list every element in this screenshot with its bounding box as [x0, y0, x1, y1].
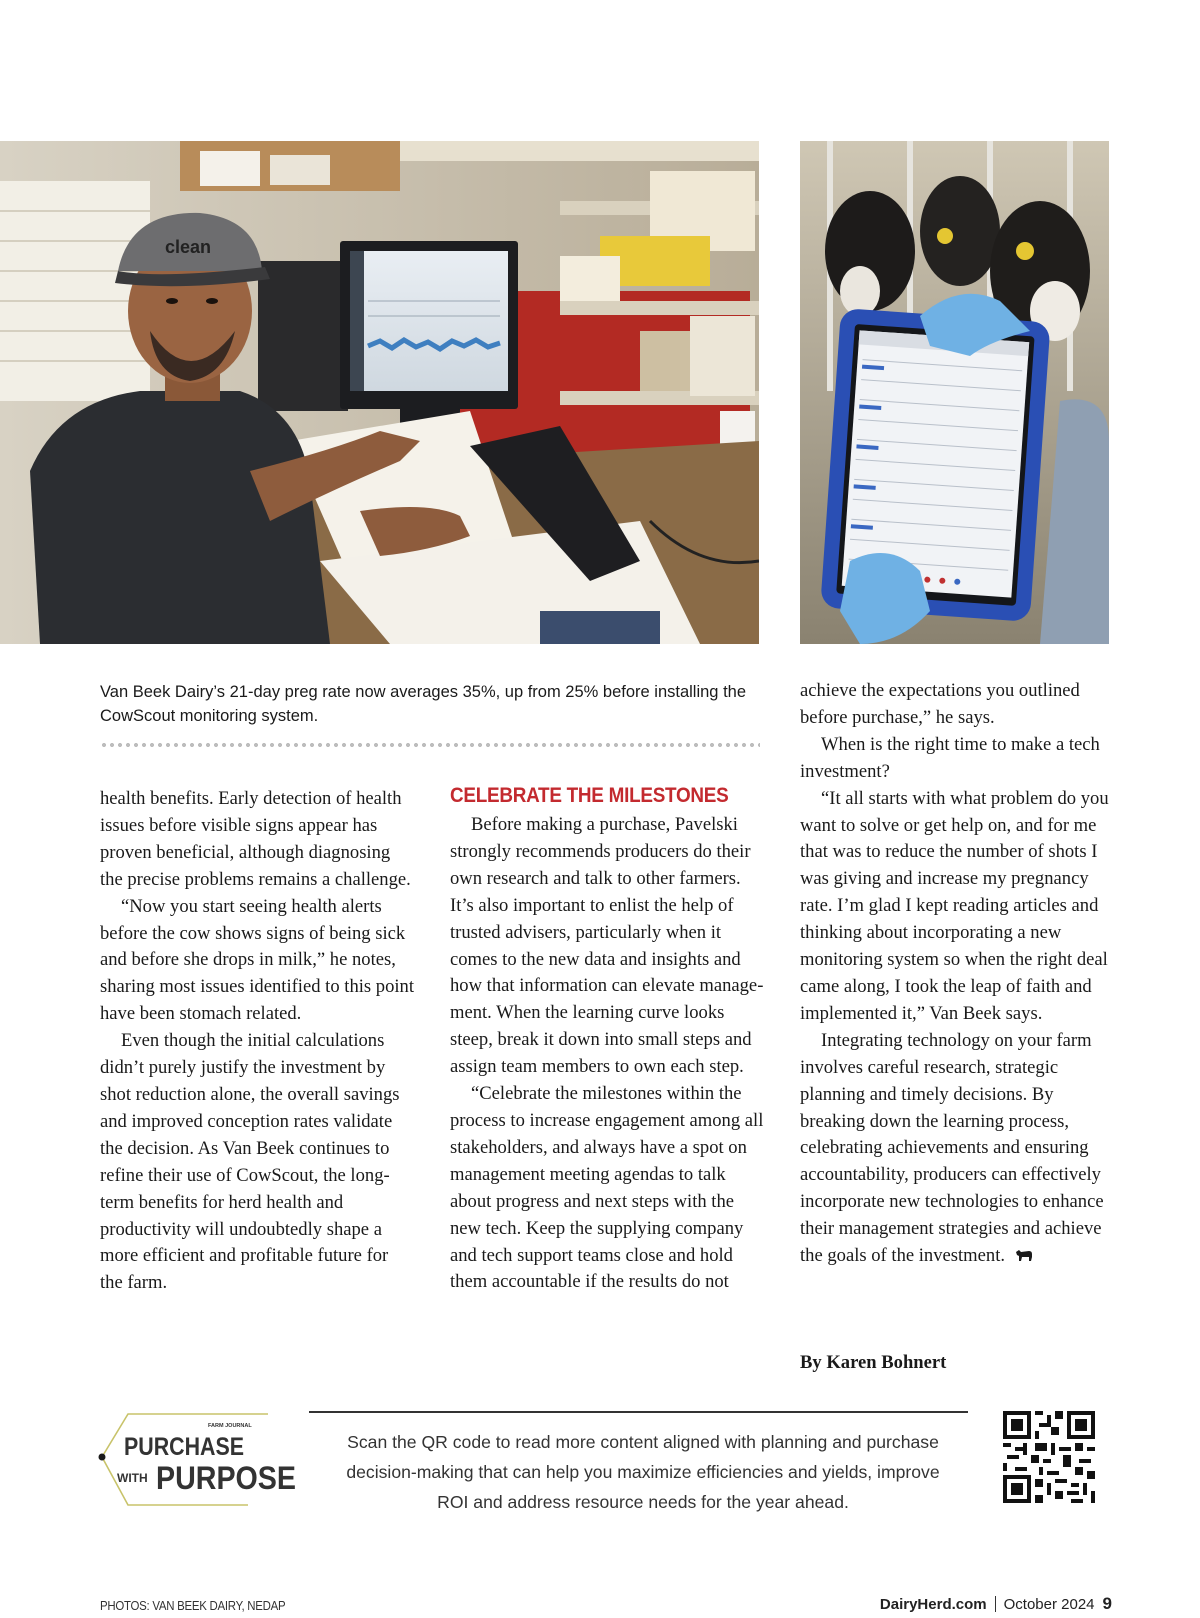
article-column-3 [800, 678, 1115, 1270]
section-heading: CELEBRATE THE MILESTONES [450, 784, 729, 807]
promo-divider [309, 1411, 968, 1413]
paragraph: Before making a purchase, Pavelski strongly recommends producers do their own research and talk to other farmers. It’s also important to enlist the help of trusted advisers, particularly when it comes to the new data and insights and how that information can elevate management. When the learning curve looks steep, break it down into small steps and assign team members to own each step. [450, 814, 764, 1078]
paragraph: “Celebrate the milestones within the process to increase engagement among all stakeholders, and always have a spot on management meeting agendas to talk about progress and next steps with the new tech. Keep the supplying company and tech support teams close and hold them accountable if the results do not [450, 1083, 764, 1293]
cow-end-mark-icon [1015, 1248, 1033, 1262]
logo-purpose-text: PURPOSE [156, 1460, 296, 1496]
logo-purchase-text: PURCHASE [124, 1433, 244, 1461]
issue-date: October 2024 [1003, 1596, 1095, 1613]
logo-farm-journal-text: FARM JOURNAL [208, 1423, 252, 1429]
paragraph: “It all starts with what problem do you want to solve or get help on, and for me that was to reduce the number of shots I was giving and increase my pregnancy rate. I’m glad I kept reading articles and thinking about incorporating a new monitoring system so when the right deal came along, I took the leap of faith and implemented it,” Van Beek says. [800, 787, 1109, 1024]
cap-logo-text: clean [165, 237, 212, 257]
footer-separator [995, 1596, 996, 1612]
photo-tablet-in-barn [800, 141, 1109, 644]
photo-credit: PHOTOS: VAN BEEK DAIRY, NEDAP [100, 1598, 286, 1613]
article-column-1 [100, 786, 415, 1297]
photo-caption: Van Beek Dairy’s 21-day preg rate now averages 35%, up from 25% before installing the CowScout monitoring system. [100, 683, 747, 725]
site-link[interactable]: DairyHerd.com [879, 1596, 987, 1613]
photo-farmer-at-computer [0, 141, 759, 644]
article-column-2 [450, 812, 765, 1296]
byline: By Karen Bohnert [800, 1352, 947, 1373]
paragraph: When is the right time to make a tech investment? [800, 733, 1100, 782]
paragraph: achieve the expectations you outlined before purchase,” he says. [800, 680, 1080, 728]
paragraph: “Now you start seeing health alerts before the cow shows signs of being sick and before she drops in milk,” he notes, sharing most issues identified to this point have been stomach related. [100, 895, 415, 1025]
purchase-with-purpose-logo[interactable] [98, 1412, 308, 1507]
logo-with-text: WITH [117, 1471, 148, 1485]
qr-code-icon[interactable] [1003, 1411, 1095, 1503]
paragraph-text: Integrating technology on your farm involves careful research, strategic planning and timely decisions. By breaking down the learning process, celebrating achievements and ensuring accountability, producers can effectively incorporate new technologies to enhance their management strategies and achieve the goals of the investment. [800, 1029, 1104, 1267]
paragraph: Even though the initial calculations didn’t purely justify the investment by shot reduction alone, the overall savings and improved conception rates validate the decision. As Van Beek continues to refine their use of CowScout, the long-term benefits for herd health and productivity will undoubtedly shape a more efficient and profitable future for the farm. [100, 1030, 400, 1294]
paragraph [800, 1028, 1115, 1270]
page-number: 9 [1102, 1594, 1112, 1613]
promo-text: Scan the QR code to read more content aligned with planning and purchase decision-making that can help you maximize efficiencies and yields, improve ROI and address resource needs for the year ahead. [346, 1432, 940, 1512]
dotted-divider [100, 742, 760, 748]
page-footer [880, 1594, 1112, 1614]
paragraph: health benefits. Early detection of health issues before visible signs appear has proven beneficial, although diagnosing the precise problems remains a challenge. [100, 788, 411, 890]
